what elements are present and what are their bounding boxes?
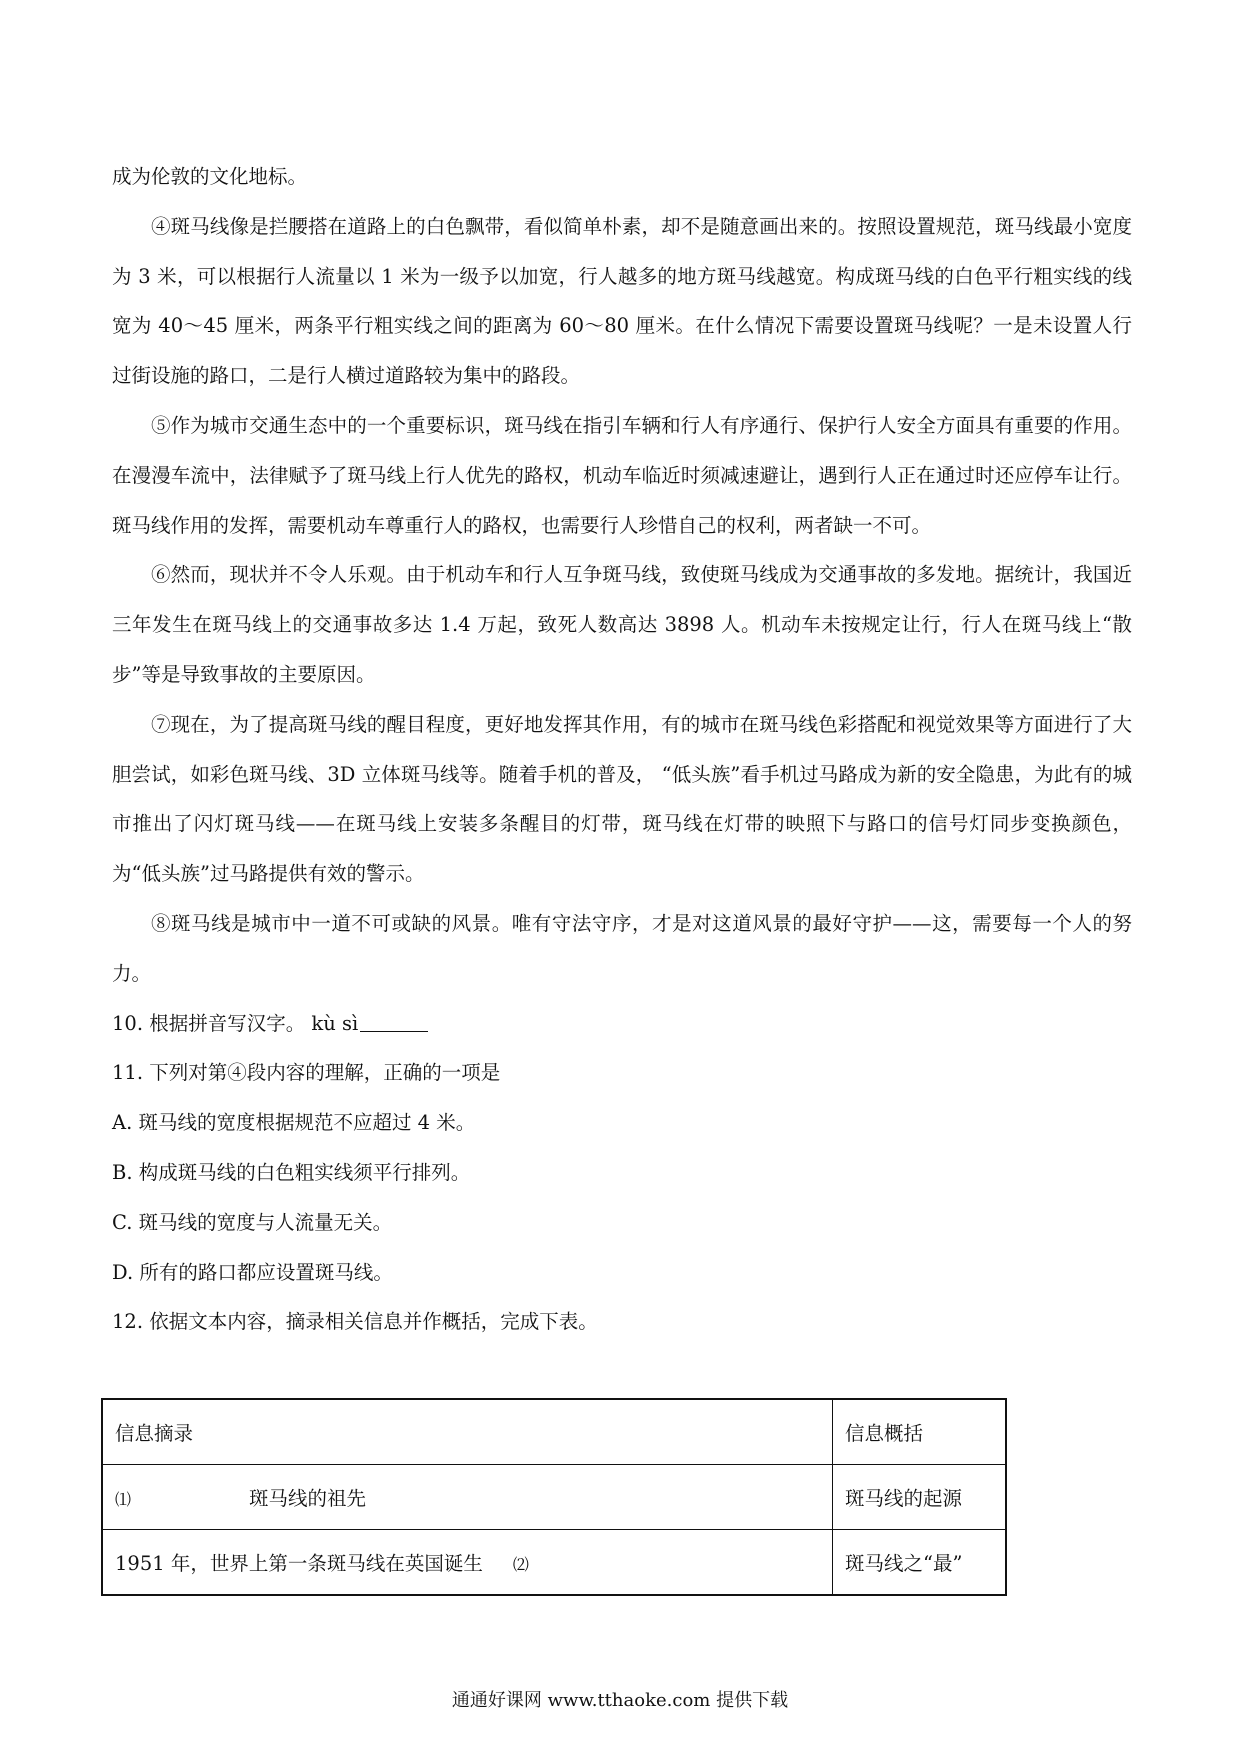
question-10-text: 10. 根据拼音写汉字。 kù sì	[112, 1011, 359, 1035]
option-d: D. 所有的路口都应设置斑马线。	[112, 1260, 393, 1284]
paragraph-continuation: 成为伦敦的文化地标。	[112, 165, 308, 188]
table-row	[102, 1465, 1006, 1530]
row2-text: 1951 年，世界上第一条斑马线在英国诞生	[115, 1552, 483, 1575]
row2-blank-number: ⑵	[512, 1555, 529, 1574]
option-a: A. 斑马线的宽度根据规范不应超过 4 米。	[112, 1111, 476, 1135]
option-b: B. 构成斑马线的白色粗实线须平行排列。	[112, 1160, 471, 1184]
paragraph-5: ⑤作为城市交通生态中的一个重要标识，斑马线在指引车辆和行人有序通行、保护行人安全方面具有重要的作用。在漫漫车流中，法律赋予了斑马线上行人优先的路权，机动车临近时须减速避让，遇到行人正在通过时还应停车让行。斑马线作用的发挥，需要机动车尊重行人的路权，也需要行人珍惜自己的权利，两者缺一不可。	[112, 413, 1132, 537]
header-summary: 信息概括	[833, 1399, 1007, 1465]
row1-excerpt	[102, 1465, 833, 1530]
table-row	[102, 1530, 1006, 1596]
table-header-row	[102, 1399, 1006, 1465]
page-footer: 通通好课网 www.tthaoke.com 提供下载	[451, 1690, 789, 1711]
question-10	[112, 999, 1132, 1049]
row1-text: 斑马线的祖先	[249, 1487, 367, 1510]
answer-blank	[360, 1030, 428, 1032]
info-table	[101, 1398, 1007, 1596]
question-11: 11. 下列对第④段内容的理解，正确的一项是	[112, 1061, 501, 1085]
passage-body	[112, 152, 1132, 1347]
header-excerpt: 信息摘录	[102, 1399, 833, 1465]
option-c: C. 斑马线的宽度与人流量无关。	[112, 1210, 393, 1234]
paragraph-4: ④斑马线像是拦腰搭在道路上的白色飘带，看似简单朴素，却不是随意画出来的。按照设置规范，斑马线最小宽度为 3 米，可以根据行人流量以 1 米为一级予以加宽，行人越多的地方斑马线越宽。构成斑马线的白色平行粗实线的线宽为 40～45 厘米，两条平行粗实线之间的距离为 60～80 厘米。在什么情况下需要设置斑马线呢？一是未设置人行过街设施的路口，二是行人横过道路较为集中的路段。	[112, 214, 1132, 388]
row2-summary: 斑马线之“最”	[833, 1530, 1007, 1596]
paragraph-6: ⑥然而，现状并不令人乐观。由于机动车和行人互争斑马线，致使斑马线成为交通事故的多发地。据统计，我国近三年发生在斑马线上的交通事故多达 1.4 万起，致死人数高达 3898 人。机动车未按规定让行，行人在斑马线上“散步”等是导致事故的主要原因。	[112, 563, 1132, 686]
row1-summary: 斑马线的起源	[833, 1465, 1007, 1530]
paragraph-7: ⑦现在，为了提高斑马线的醒目程度，更好地发挥其作用，有的城市在斑马线色彩搭配和视觉效果等方面进行了大胆尝试，如彩色斑马线、3D 立体斑马线等。随着手机的普及， “低头族”看手机过马路成为新的安全隐患，为此有的城市推出了闪灯斑马线——在斑马线上安装多条醒目的灯带，斑马线在灯带的映照下与路口的信号灯同步变换颜色，为“低头族”过马路提供有效的警示。	[112, 712, 1132, 886]
paragraph-8: ⑧斑马线是城市中一道不可或缺的风景。唯有守法守序，才是对这道风景的最好守护——这，需要每一个人的努力。	[112, 911, 1132, 985]
question-12: 12. 依据文本内容，摘录相关信息并作概括，完成下表。	[112, 1310, 598, 1334]
row1-blank-number: ⑴	[115, 1490, 132, 1509]
row2-excerpt	[102, 1530, 833, 1596]
